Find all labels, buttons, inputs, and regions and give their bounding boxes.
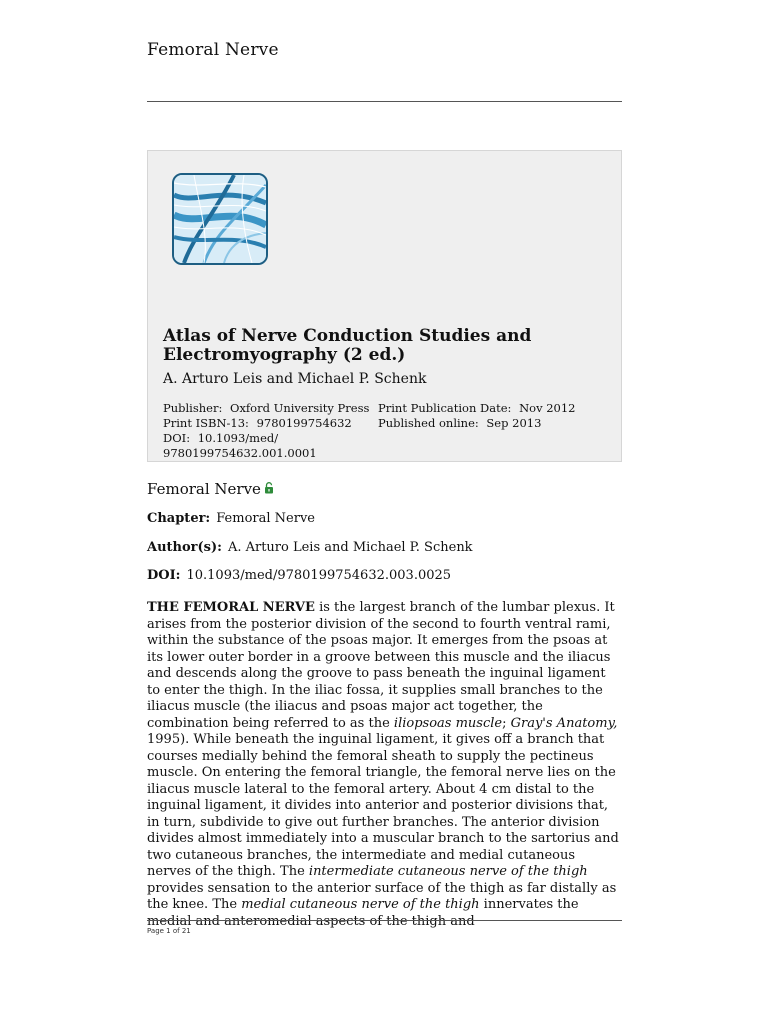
body-text-4: provides sensation to the anterior surface of the thigh as far distally as the knee. The xyxy=(147,880,617,912)
book-meta-right xyxy=(378,401,618,431)
print-date-label: Print Publication Date: xyxy=(378,401,512,415)
online-date-value: Sep 2013 xyxy=(486,416,542,430)
publisher-line xyxy=(163,401,373,416)
body-text-1: is the largest branch of the lumbar plexus. It arises from the posterior division of the second to fourth ventral rami, within the substance of the psoas major. It emerges from the psoas at its lower outer border in a groove between this muscle and the iliacus and descends along the groove to pass beneath the inguinal ligament to enter the thigh. In the iliac fossa, it supplies small branches to the iliacus muscle (the iliacus and psoas major act together, the combination being referred to as the xyxy=(147,600,615,731)
book-title: Atlas of Nerve Conduction Studies and Electromyography (2 ed.) xyxy=(163,326,532,365)
chapter-heading-text: Femoral Nerve xyxy=(147,480,261,498)
print-date-line xyxy=(378,401,618,416)
book-cover-nerve-illustration[interactable] xyxy=(172,173,268,265)
body-lead: THE FEMORAL NERVE xyxy=(147,600,315,615)
chapter-doi-line xyxy=(147,568,451,583)
body-text-2: ; xyxy=(502,715,511,731)
page-title: Femoral Nerve xyxy=(147,40,279,60)
print-date-value: Nov 2012 xyxy=(519,401,576,415)
chapter-doi-value[interactable]: 10.1093/med/9780199754632.003.0025 xyxy=(186,568,452,583)
body-text-5: innervates the medial and anteromedial aspects of the thigh and xyxy=(147,897,579,929)
footer-divider xyxy=(147,920,622,921)
book-doi-line xyxy=(163,431,373,461)
publisher-value: Oxford University Press xyxy=(230,401,370,415)
body-italic-2: Gray's Anatomy, xyxy=(510,715,618,731)
book-meta-left xyxy=(163,401,373,461)
body-text-3: 1995). While beneath the inguinal ligament, it gives off a branch that courses medially behind the femoral sheath to supply the pectineus muscle. On entering the femoral triangle, the femoral nerve lies on the iliacus muscle lateral to the femoral artery. About 4 cm distal to the inguinal ligament, it divides into anterior and posterior divisions that, in turn, subdivide to give out further branches. The anterior division divides almost immediately into a muscular branch to the sartorius and two cutaneous branches, the intermediate and medial cutaneous nerves of the thigh. The xyxy=(147,732,619,879)
authors-line xyxy=(147,540,473,555)
isbn-label: Print ISBN-13: xyxy=(163,416,249,430)
chapter-value: Femoral Nerve xyxy=(216,511,315,526)
body-italic-3: intermediate cutaneous nerve of the thigh xyxy=(308,864,588,879)
unlocked-padlock-icon xyxy=(264,480,274,498)
book-doi-label: DOI: xyxy=(163,431,191,445)
chapter-heading xyxy=(147,480,274,498)
chapter-doi-label: DOI: xyxy=(147,568,181,583)
body-italic-4: medial cutaneous nerve of the thigh xyxy=(241,897,480,912)
authors-label: Author(s): xyxy=(147,540,222,555)
chapter-body-paragraph xyxy=(147,600,622,930)
chapter-label: Chapter: xyxy=(147,511,211,526)
book-doi-value[interactable]: 10.1093/med/ 9780199754632.001.0001 xyxy=(163,431,317,460)
isbn-line xyxy=(163,416,373,431)
book-authors: A. Arturo Leis and Michael P. Schenk xyxy=(163,371,427,387)
authors-value: A. Arturo Leis and Michael P. Schenk xyxy=(227,540,473,555)
page-number: Page 1 of 21 xyxy=(147,927,191,935)
isbn-value: 9780199754632 xyxy=(256,416,352,430)
online-date-line xyxy=(378,416,618,431)
body-italic-1: iliopsoas muscle xyxy=(393,715,503,731)
publisher-label: Publisher: xyxy=(163,401,223,415)
book-info-panel xyxy=(147,150,622,462)
header-divider xyxy=(147,101,622,102)
chapter-line xyxy=(147,511,315,526)
online-date-label: Published online: xyxy=(378,416,479,430)
